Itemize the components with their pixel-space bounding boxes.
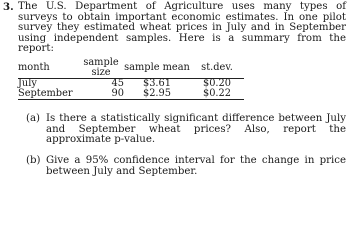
problem-number: 3.	[3, 1, 14, 13]
header-sample-mean: sample mean	[124, 58, 190, 79]
question-b-label: (b)	[26, 154, 41, 166]
header-st-dev: st.dev.	[190, 58, 244, 79]
cell-sample-size: 45	[111, 77, 124, 89]
table-header-row	[18, 58, 244, 79]
table-row	[18, 89, 244, 100]
question-a-text: Is there a statistically significant difference between July and September wheat prices? Also, report the approximate p-value.	[46, 112, 346, 146]
question-b	[26, 156, 346, 177]
summary-table	[18, 58, 244, 100]
cell-sample-mean: $3.61	[142, 77, 172, 89]
cell-sample-size: 90	[78, 89, 124, 100]
cell-st-dev: $0.22	[190, 89, 244, 100]
question-a	[26, 114, 346, 146]
question-a-label: (a)	[26, 112, 41, 124]
cell-st-dev: $0.20	[202, 77, 232, 89]
cell-month: September	[18, 89, 78, 100]
problem-block	[3, 2, 346, 187]
problem-text: The U.S. Department of Agriculture uses many types of surveys to obtain important economic estimates. In one pilot survey they estimated wheat prices in July and in September using independent samples. Here is a summary from the report:	[18, 1, 346, 55]
header-sample-size: sample size	[78, 58, 124, 79]
question-b-text: Give a 95% confidence interval for the change in price between July and September.	[46, 154, 346, 177]
problem-statement	[3, 2, 346, 55]
cell-month: July	[18, 77, 37, 89]
header-month: month	[18, 58, 78, 79]
cell-sample-mean: $2.95	[124, 89, 190, 100]
